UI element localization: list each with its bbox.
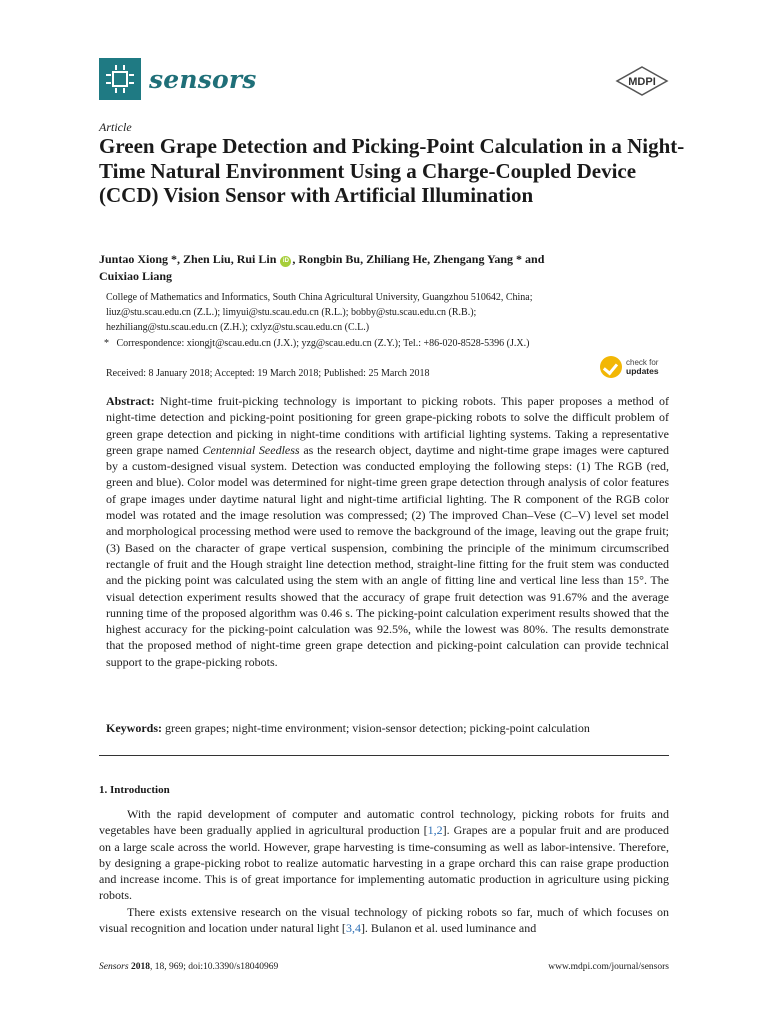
footer-journal: Sensors <box>99 962 129 972</box>
abstract-italic: Centennial Seedless <box>202 442 300 457</box>
keywords <box>106 721 669 736</box>
authors-part2: , Rongbin Bu, Zhiliang He, Zhengang Yang * and <box>292 252 545 266</box>
orcid-icon[interactable]: iD <box>280 256 291 267</box>
section-heading: 1. Introduction <box>99 784 170 796</box>
check-updates-line1: check for <box>626 357 659 367</box>
paragraph-text: There exists extensive research on the visual technology of picking robots so far, much of which focuses on visual recognition and location under natural light [ <box>99 904 669 936</box>
abstract-text: Night-time fruit-picking technology is important to picking robots. This paper proposes a method of night-time detection and picking-point positioning for green grape-picking robots to solve the difficult problem of green grape detection and picking in night-time conditions with artificial lighting systems. Taking a representative green grape named <box>106 394 669 457</box>
publication-dates: Received: 8 January 2018; Accepted: 19 March 2018; Published: 25 March 2018 <box>106 368 430 379</box>
author-list <box>99 251 669 284</box>
affiliations <box>106 290 674 351</box>
footer-year: 2018 <box>128 962 150 972</box>
affiliation-line: hezhiliang@stu.scau.edu.cn (Z.H.); cxlyz@stu.scau.edu.cn (C.L.) <box>106 322 370 334</box>
correspondence-text: Correspondence: xiongjt@scau.edu.cn (J.X.); yzg@scau.edu.cn (Z.Y.); Tel.: +86-020-8528-5396 (J.X.) <box>116 337 530 349</box>
keywords-label: Keywords: <box>106 721 162 735</box>
mdpi-logo <box>614 66 670 96</box>
correspondence-line <box>106 336 674 351</box>
abstract-label: Abstract: <box>106 394 155 408</box>
correspondence-star: * <box>104 337 109 349</box>
paragraph <box>99 806 669 904</box>
checkmark-icon <box>600 356 622 378</box>
journal-masthead <box>99 57 257 101</box>
check-for-updates-badge[interactable] <box>600 356 659 378</box>
sensors-chip-icon <box>99 58 141 100</box>
introduction-body <box>99 806 669 936</box>
paragraph-text: With the rapid development of computer and automatic control technology, picking robots for fruits and vegetables have been gradually applied in agricultural production [ <box>99 807 669 838</box>
footer-citation <box>99 962 278 972</box>
paragraph-text: ]. Bulanon et al. used luminance and <box>360 921 537 936</box>
paragraph-text: ]. Grapes are a popular fruit and are produced on a large scale across the world. However, grape harvesting is time-consuming as well as labor-intensive. Therefore, by designing a grape-picking robot to realize automatic harvesting in a grape orchard this can raise grape production and increase income. This is of great importance for implementing automatic production in agriculture using picking robots. <box>99 823 669 903</box>
footer-url[interactable]: www.mdpi.com/journal/sensors <box>548 962 669 972</box>
journal-name: sensors <box>149 64 257 94</box>
affiliation-line: College of Mathematics and Informatics, South China Agricultural University, Guangzhou 510642, China; <box>106 292 533 303</box>
citation-link[interactable]: 3,4 <box>345 921 361 936</box>
footer-volume: , 18, 969; doi:10.3390/s18040969 <box>149 962 279 972</box>
abstract <box>106 393 669 670</box>
citation-link[interactable]: 1,2 <box>427 823 443 838</box>
publisher-name: MDPI <box>628 76 656 88</box>
section-divider <box>99 755 669 756</box>
keywords-text: green grapes; night-time environment; vision-sensor detection; picking-point calculation <box>162 721 590 735</box>
authors-part3: Cuixiao Liang <box>99 268 173 283</box>
abstract-text-cont: as the research object, daytime and night-time grape images were captured by a custom-designed visual system. Detection was conducted employing the following steps: (1) The RGB (red, green and blue). Color model was determined for night-time green grape detection through analysis of color features of grape images under daytime natural light and night-time artificial lighting. The R component of the RGB color model was rotated and the image resolution was compressed; (2) The improved Chan–Vese (C–V) level set model and morphological processing method were used to remove the background of the image, leaving out the grape fruit; (3) Based on the character of grape vertical suspension, combining the principle of the minimum circumscribed rectangle of fruit and the Hough straight line detection method, straight-line fitting for the fruit stem was conducted and the picking point was calculated using the stem with an angle of fitting line and vertical line less than 15°. The visual detection experiment results showed that the accuracy of grape fruit detection was 91.67% and the average running time of the proposed algorithm was 0.46 s. The picking-point calculation experiment results showed that the highest accuracy for the picking-point calculation was 92.5%, while the lowest was 80%. The results demonstrate that the proposed method of night-time green grape detection and picking-point calculation can provide technical support to the grape-picking robots. <box>106 442 669 669</box>
check-updates-line2: updates <box>626 365 659 376</box>
authors-part1: Juntao Xiong *, Zhen Liu, Rui Lin <box>99 252 277 266</box>
article-type: Article <box>99 120 132 134</box>
paper-title: Green Grape Detection and Picking-Point Calculation in a Night-Time Natural Environment Using a Charge-Coupled Device (CCD) Vision Sensor with Artificial Illumination <box>99 134 685 207</box>
affiliation-line: liuz@stu.scau.edu.cn (Z.L.); limyui@stu.scau.edu.cn (R.L.); bobby@stu.scau.edu.cn (R.B.); <box>106 307 477 319</box>
paragraph <box>99 904 669 937</box>
